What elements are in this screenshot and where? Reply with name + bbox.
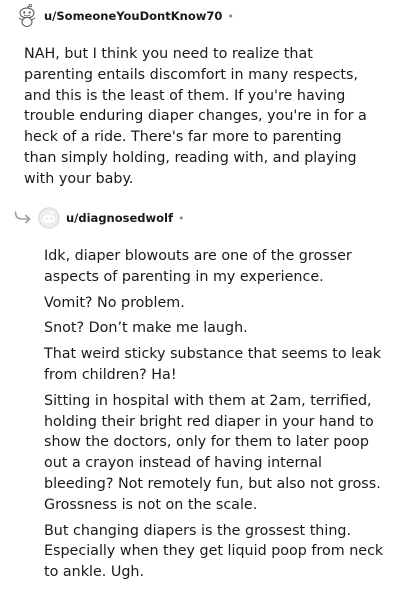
comment-paragraph: That weird sticky substance that seems to leak from children? Ha!: [44, 346, 381, 383]
separator-dot: •: [227, 9, 234, 23]
avatar[interactable]: [38, 207, 60, 229]
separator-dot: •: [178, 211, 185, 225]
comment-username[interactable]: u/diagnosedwolf: [66, 211, 173, 225]
comment-paragraph: Vomit? No problem.: [44, 294, 185, 311]
reply-arrow-icon: [14, 211, 32, 225]
reply-comment-body: [44, 246, 384, 588]
comment-paragraph: Idk, diaper blowouts are one of the grosser aspects of parenting in my experience.: [44, 248, 352, 285]
comment-paragraph: Snot? Don’t make me laugh.: [44, 320, 248, 337]
comment-body: NAH, but I think you need to realize that parenting entails discomfort in many respects, and this is the least of them. If you're having trouble enduring diaper changes, you're in for a heck of a ride. There's far more to parenting than simply holding, reading with, and playing with your baby.: [24, 46, 367, 187]
comment-paragraph: Sitting in hospital with them at 2am, terrified, holding their bright red diaper in your hand to show the doctors, only for them to later poop out a crayon instead of having internal bleeding? Not remotely fun, but also not gross. Grossness is not on the scale.: [44, 392, 381, 513]
comment-username[interactable]: u/SomeoneYouDontKnow70: [44, 9, 223, 23]
snoo-avatar-icon: [16, 4, 38, 28]
comment-header: [16, 5, 234, 27]
comment-paragraph: But changing diapers is the grossest thing. Especially when they get liquid poop from neck to ankle. Ugh.: [44, 522, 384, 581]
default-snoo-avatar-icon: [38, 207, 60, 229]
avatar[interactable]: [16, 5, 38, 27]
reply-comment-header: [38, 207, 185, 229]
